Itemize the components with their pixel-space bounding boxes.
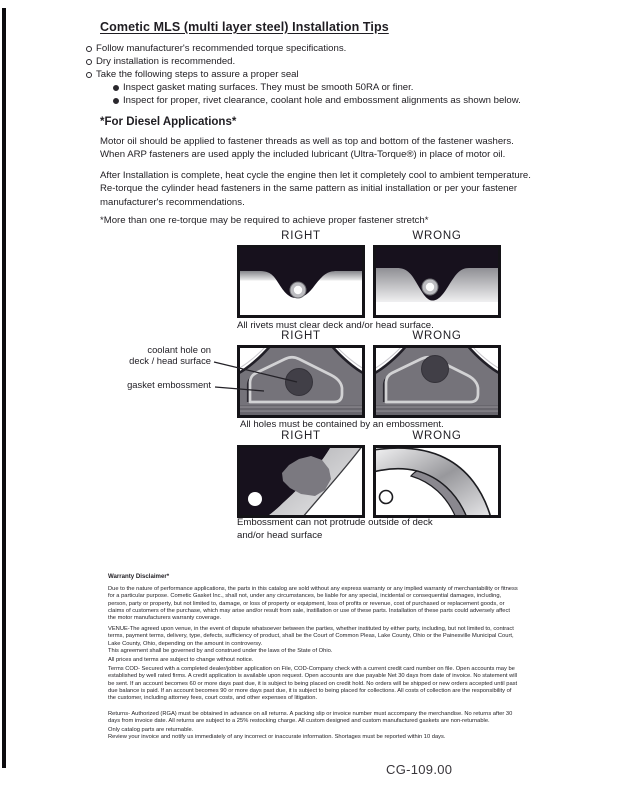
callout-text: coolant hole on xyxy=(147,344,211,355)
fig3-wrong-label: WRONG xyxy=(412,430,462,442)
warranty-paragraph: Due to the nature of performance applications, the parts in this catalog are sold without any express warranty or any implied warranty of merchantability or fitness for a particular purpose. Cometic Gasket Inc., shall not, under any circumstances, be liable for any special, incidental or consequential damages, including, person, party or property, but not limited to, damage, or loss of property or equipment, loss of profits or revenue, cost of purchased or replacement goods, or claims of customers of the purchase, which may arise and/or result from sale, instillation or use of these parts. Installation of these parts could adversely affect the motor manufacturers warranty coverage. xyxy=(108,586,518,621)
caption-line: and/or head surface xyxy=(237,529,323,541)
governing-law-text: This agreement shall be governed by and construed under the laws of the State of Ohio. xyxy=(108,647,333,654)
venue-paragraph xyxy=(108,626,518,655)
fig3-wrong-diagram xyxy=(373,445,501,518)
list-item xyxy=(86,55,521,68)
sub-list-item xyxy=(86,81,521,94)
bolt-hole xyxy=(248,492,262,506)
coolant-hole xyxy=(286,369,313,396)
installation-tips-list xyxy=(86,42,521,107)
diesel-paragraph-2: After Installation is complete, heat cycle the engine then let it completely cool to ambient temperature. Re-torque the cylinder head fasteners in the same pattern as initial installation or per your fastener manufacturer's recommendations. xyxy=(100,170,531,208)
sub-list-item xyxy=(86,94,521,107)
list-item-text: Dry installation is recommended. xyxy=(96,56,236,67)
dot-bullet-icon xyxy=(113,85,119,91)
fig3-right-label: RIGHT xyxy=(281,430,321,442)
bolt-hole xyxy=(380,491,393,504)
callout-text: deck / head surface xyxy=(129,354,211,366)
page-edge-artifact xyxy=(2,8,6,768)
list-item-text: Follow manufacturer's recommended torque specifications. xyxy=(96,43,347,54)
terms-paragraph: Terms COD- Secured with a completed dealer/jobber application on File, COD-Company check with a current credit card number on file. Open accounts may be established by well rated firms. A credit application is available upon request. Open accounts are due payable Net 30 days from date of invoice. No statement will be sent. If an account becomes 60 or more days past due, it is subject to being placed on credit hold. No orders will be shipped or new orders accepted until past due balance is paid. If an account becomes 90 or more days past due, it is subject to being placed for collections. All costs of collection are the responsibility of the customer, including attorney fees, court costs, and other expenses of litigation. xyxy=(108,666,518,701)
catalog-returns-paragraph xyxy=(108,727,518,742)
fig1-wrong-diagram xyxy=(373,245,501,318)
fig1-wrong-label: WRONG xyxy=(412,230,462,242)
caption-line: Embossment can not protrude outside of deck xyxy=(237,517,433,528)
returns-paragraph: Returns- Authorized (RGA) must be obtained in advance on all returns. A packing slip or invoice number must accompany the merchandise. No returns after 30 days from invoice date. All returns are subject to a 25% restocking charge. All custom designed and custom manufactured gaskets are non-returnable. xyxy=(108,711,513,725)
retorque-note: *More than one re-torque may be required to achieve proper fastener stretch* xyxy=(100,215,429,226)
list-item xyxy=(86,42,521,55)
list-item-text: Inspect gasket mating surfaces. They must be smooth 50RA or finer. xyxy=(123,82,414,93)
page-title: Cometic MLS (multi layer steel) Installation Tips xyxy=(100,20,389,34)
dot-bullet-icon xyxy=(113,98,119,104)
fig2-wrong-label: WRONG xyxy=(412,330,462,342)
fig2-wrong-diagram xyxy=(373,345,501,418)
list-item-text: Inspect for proper, rivet clearance, coolant hole and embossment alignments as shown below. xyxy=(123,95,521,106)
fig1-right-diagram xyxy=(237,245,365,318)
coolant-hole xyxy=(422,356,449,383)
list-item-text: Take the following steps to assure a proper seal xyxy=(96,69,299,80)
invoice-review-line: Review your invoice and notify us immediately of any incorrect or inaccurate information. Shortages must be reported within 10 days. xyxy=(108,734,446,741)
venue-text: VENUE-The agreed upon venue, in the event of dispute whatsoever between the parties, whether instituted by either party, including, but not limited to, contract terms, payment terms, delivery, type, defects, sufficiency of product, shall be the Court of Common Pleas, Lake County, Ohio or the Painesville Municipal Court, Lake County, Ohio, depending on the amount in controversy. xyxy=(108,626,514,647)
fig3-caption xyxy=(237,517,487,542)
diesel-section-heading: *For Diesel Applications* xyxy=(100,116,237,128)
gasket-embossment-callout: gasket embossment xyxy=(127,379,211,390)
fig2-right-diagram xyxy=(237,345,365,418)
fig2-caption: All holes must be contained by an embossment. xyxy=(240,419,444,430)
fig1-caption: All rivets must clear deck and/or head surface. xyxy=(237,320,434,331)
coolant-hole-callout xyxy=(85,345,211,367)
fig1-right-label: RIGHT xyxy=(281,230,321,242)
fig3-right-diagram xyxy=(237,445,365,518)
open-circle-bullet-icon xyxy=(86,59,92,65)
fig2-right-label: RIGHT xyxy=(281,330,321,342)
open-circle-bullet-icon xyxy=(86,72,92,78)
returnable-line: Only catalog parts are returnable. xyxy=(108,727,194,733)
list-item xyxy=(86,68,521,81)
warranty-heading: Warranty Disclaimer* xyxy=(108,573,170,580)
open-circle-bullet-icon xyxy=(86,46,92,52)
prices-terms-line: All prices and terms are subject to change without notice. xyxy=(108,657,254,663)
page-number: CG-109.00 xyxy=(386,762,453,777)
diesel-paragraph-1: Motor oil should be applied to fastener threads as well as top and bottom of the fastener washers. When ARP fasteners are used apply the included lubricant (Ultra-Torque®) in place of motor oil. xyxy=(100,136,514,161)
